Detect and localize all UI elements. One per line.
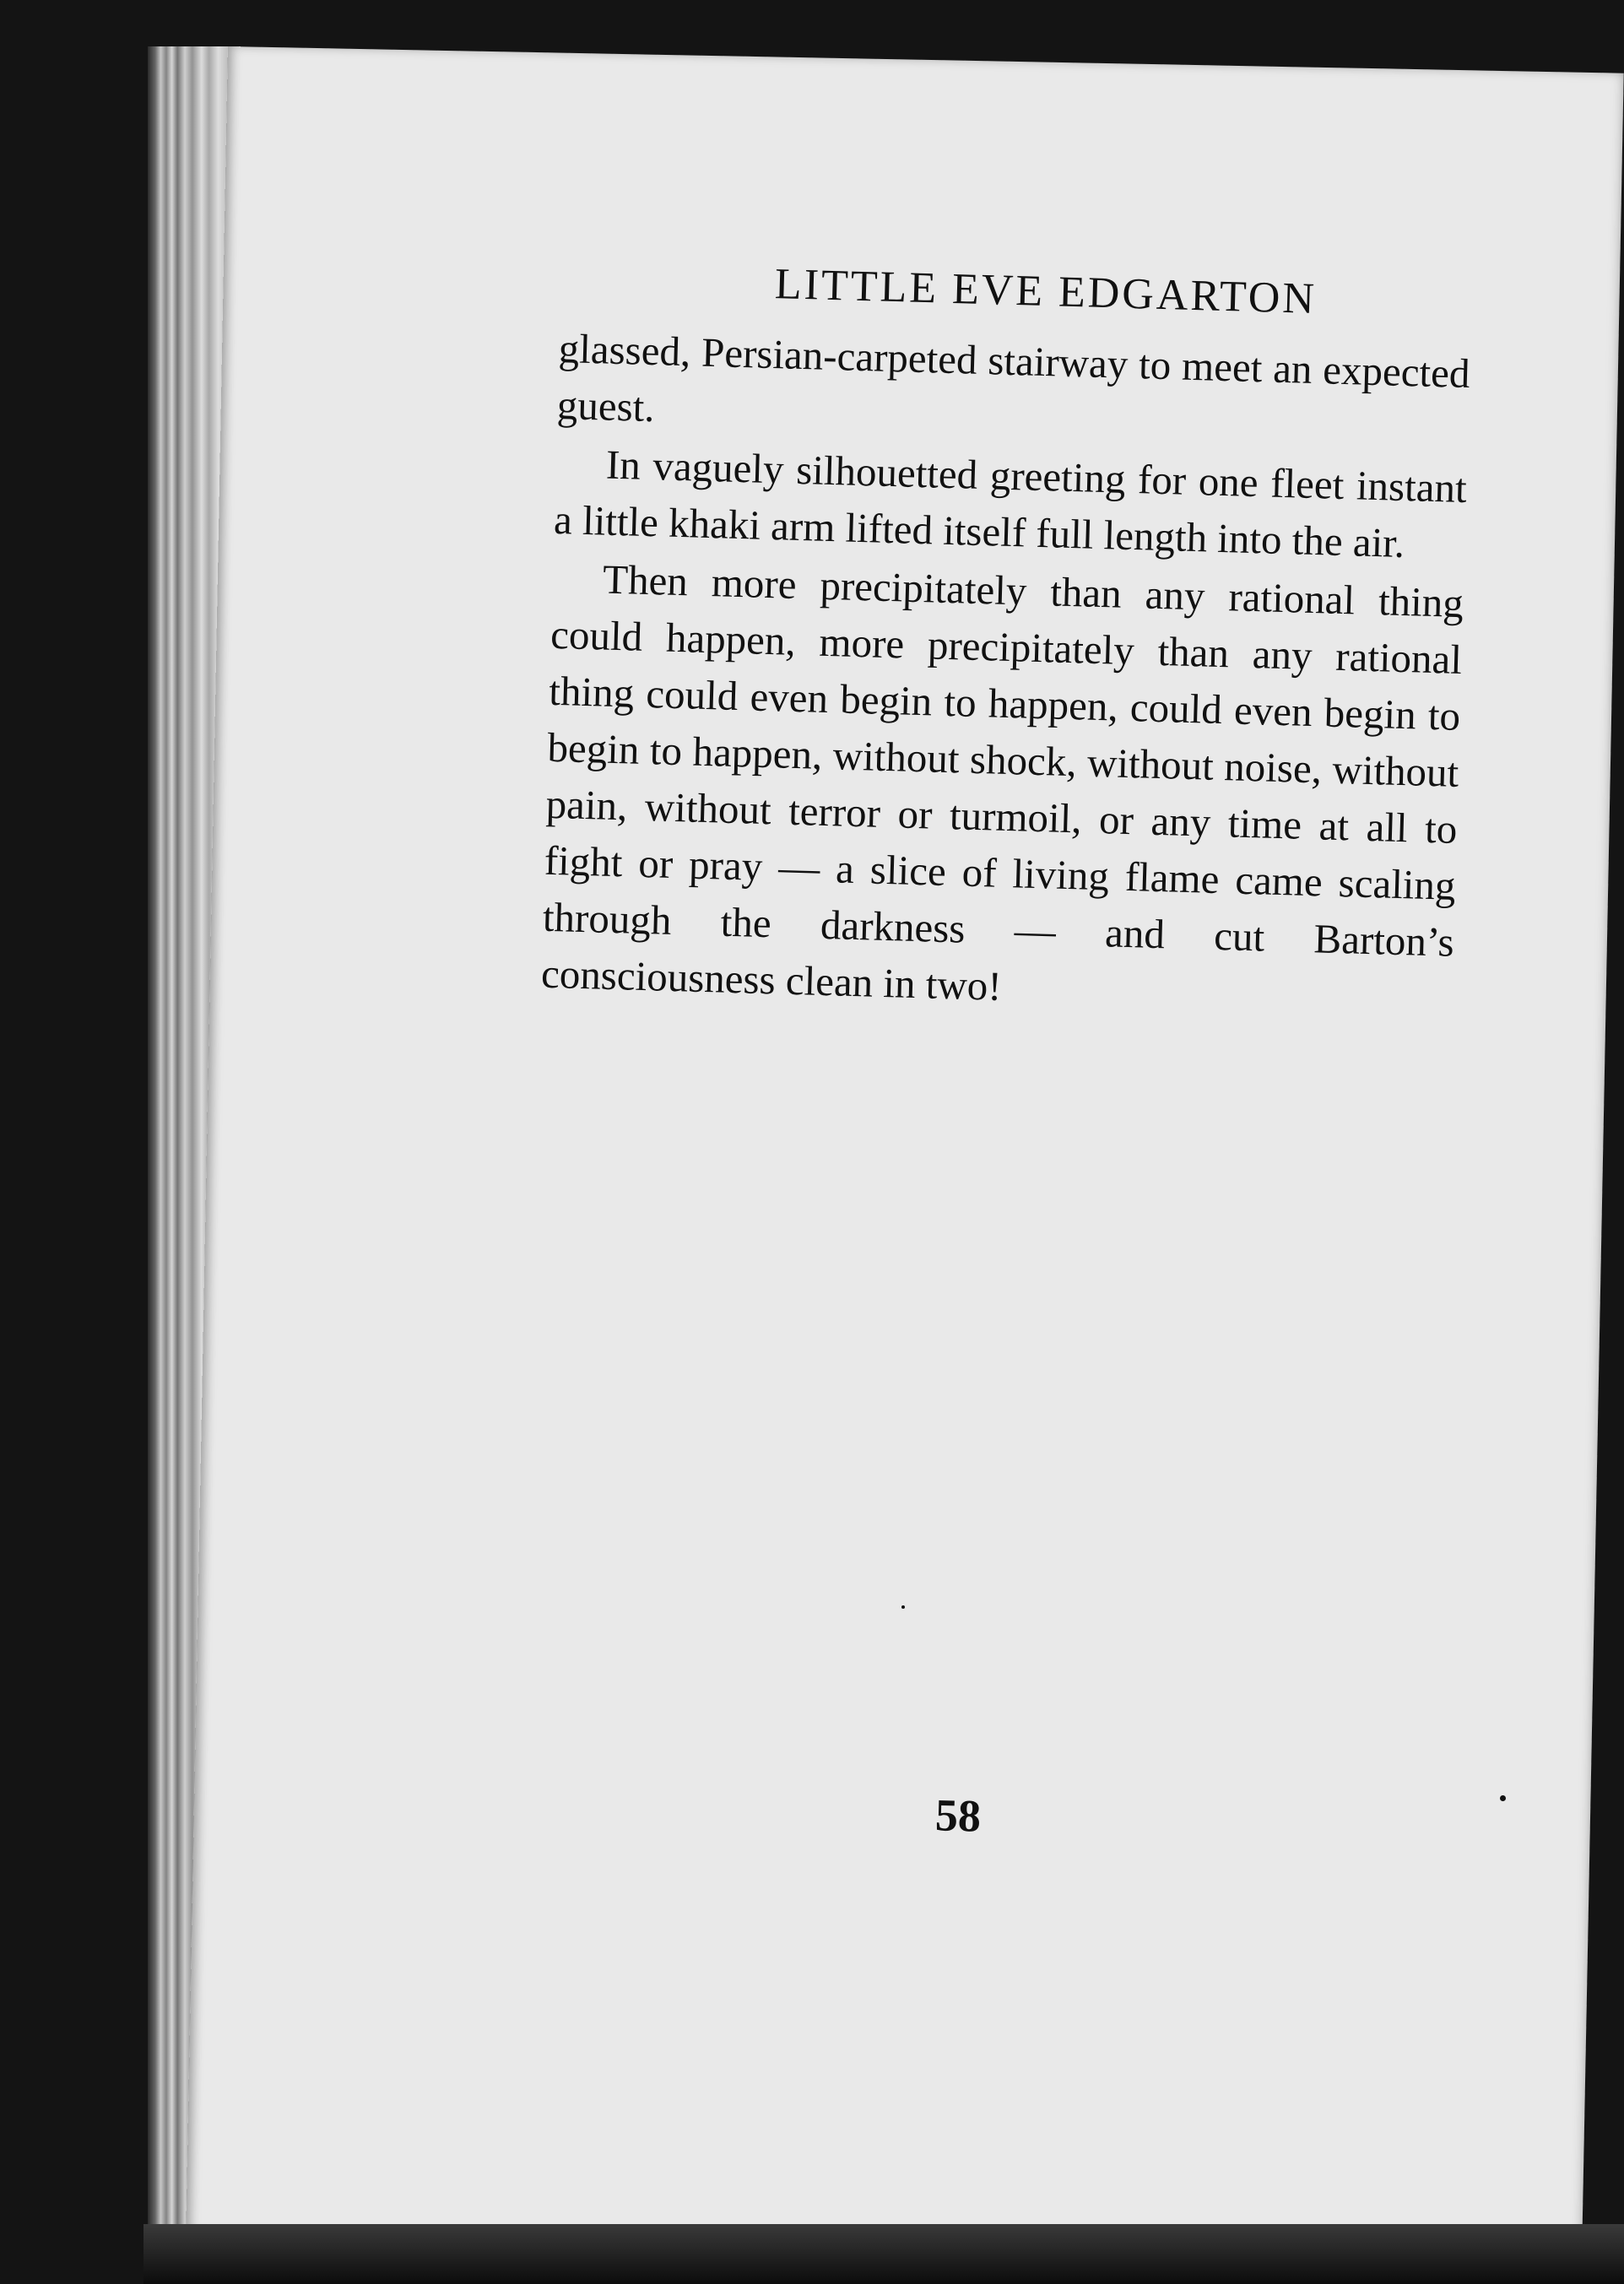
page-text-block xyxy=(540,253,1472,1027)
page-bottom-edge xyxy=(143,2224,1624,2284)
running-head: LITTLE EVE EDGARTON xyxy=(774,260,1318,323)
paragraph-2: In vaguely silhouetted greeting for one fleet instant a little khaki arm lifted itself full length into the air. xyxy=(553,441,1468,567)
dust-speck xyxy=(901,1605,905,1609)
paragraph-1: glassed, Persian-carpeted stairway to meet an expected guest. xyxy=(556,324,1471,431)
dust-speck xyxy=(1500,1795,1506,1801)
page-number: 58 xyxy=(934,1789,982,1842)
paragraph-3: Then more precipitately than any rational thing could happen, more precipitately than any rational thing could even begin to happen, could even begin to begin to happen, without shock, without noise, without pain, without terror or turmoil, or any time at all to fight or pray — a slice of living flame came scaling through the darkness — and cut Barton’s consciousness clean in two! xyxy=(540,555,1464,1009)
